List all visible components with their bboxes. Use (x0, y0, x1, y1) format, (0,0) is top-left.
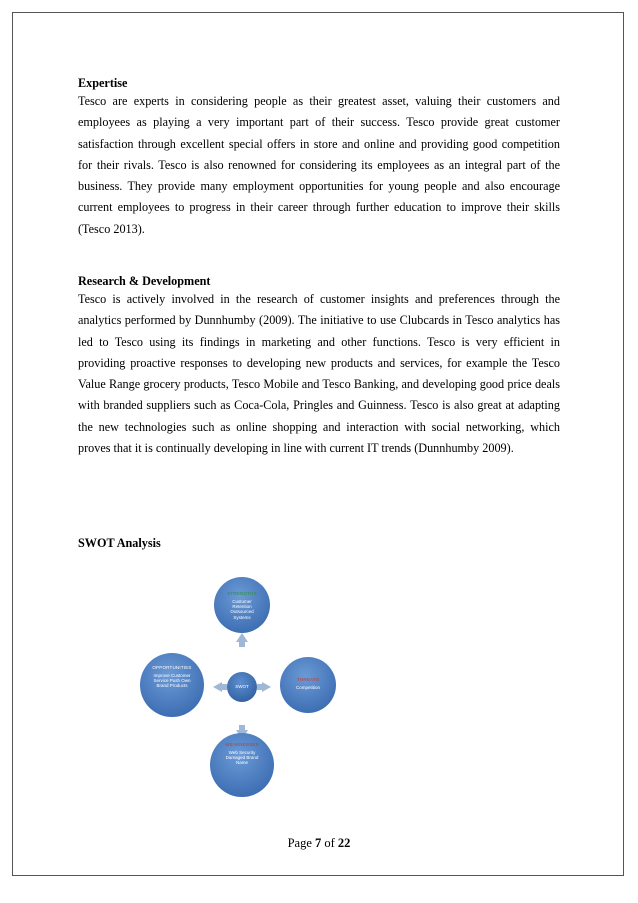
research-paragraph: Tesco is actively involved in the research of customer insights and preferences through the analytics performed by Dunnhumby (2009). The initiative to use Clubcards in Tesco analytics has led to Tesco using its findings in marketing and other functions. Tesco is very efficient in providing proactive responses to developing new products and services, for example the Tesco Value Range grocery products, Tesco Mobile and Tesco Banking, and developing good price deals with branded suppliers such as Coca-Cola, Pringles and Guinness. Tesco is also great at adapting the new technologies such as online shopping and interaction with social networking, which proves that it is continually developing in line with current IT trends (Dunnhumby 2009). (78, 292, 560, 456)
center-label: SWOT (235, 684, 249, 689)
footer-current-page: 7 (315, 836, 322, 850)
weaknesses-body: Web Security Damaged Brand Name (225, 750, 259, 766)
research-section (78, 273, 560, 459)
arrow-left (213, 682, 227, 692)
opportunities-body: Improve Customer Service Push Own Brand Products (153, 673, 191, 689)
expertise-heading: Expertise (78, 76, 128, 90)
threats-title: THREATS (296, 677, 320, 682)
arrow-right (257, 682, 271, 692)
footer-prefix: Page (287, 836, 315, 850)
swot-heading: SWOT Analysis (78, 536, 161, 550)
arrow-up (236, 633, 248, 647)
footer-of: of (321, 836, 338, 850)
expertise-paragraph: Tesco are experts in considering people as their greatest asset, valuing their customers and employees as playing a very important part of their success. Tesco provide great customer satisfaction through excellent special offers in store and online and providing good competition for their rivals. Tesco is also renowned for considering its employees as an integral part of the business. They provide many employment opportunities for young people and also encourage current employees to progress in their career through further education to improve their skills (Tesco 2013). (78, 94, 560, 236)
expertise-section (78, 75, 560, 240)
weaknesses-title: WEAKNESSES (225, 742, 259, 747)
swot-diagram (135, 565, 385, 790)
page-footer (0, 836, 638, 851)
footer-total-pages: 22 (337, 836, 351, 850)
research-heading: Research & Development (78, 274, 211, 288)
threats-text (283, 677, 333, 690)
center-text (227, 684, 257, 689)
strengths-body: Customer Retention Outsourced Systems (230, 599, 254, 620)
weaknesses-text (212, 742, 272, 766)
swot-section (78, 535, 560, 551)
opportunities-title: OPPORTUNITIES (152, 665, 192, 670)
strengths-text (217, 591, 267, 620)
strengths-title: STRENGTHS (227, 591, 257, 596)
opportunities-text (142, 665, 202, 689)
threats-body: Competition (295, 685, 320, 690)
